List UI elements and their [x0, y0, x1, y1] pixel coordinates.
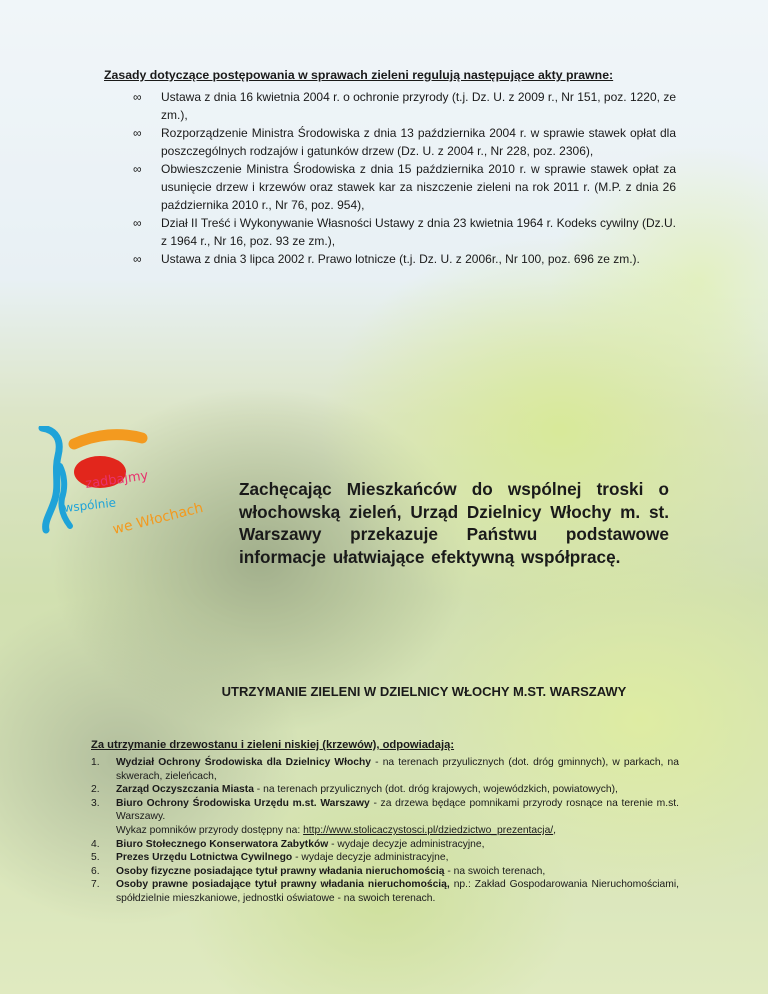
infinity-bullet-icon: ∞: [133, 216, 142, 230]
svg-text:we Włochach: we Włochach: [111, 499, 205, 538]
responsibility-list: [91, 756, 679, 906]
list-item: 2. Zarząd Oczyszczania Miasta - na terenach przyulicznych (dot. dróg krajowych, wojewódzkich, powiatowych),: [91, 784, 618, 796]
laws-list: [133, 88, 676, 268]
list-item: ∞ Ustawa z dnia 3 lipca 2002 r. Prawo lotnicze (t.j. Dz. U. z 2006r., Nr 100, poz. 696 ze zm.).: [133, 252, 640, 266]
list-item: 5. Prezes Urzędu Lotnictwa Cywilnego - wydaje decyzje administracyjne,: [91, 852, 449, 864]
list-item: 4. Biuro Stołecznego Konserwatora Zabytków - wydaje decyzje administracyjne,: [91, 838, 485, 850]
laws-heading: Zasady dotyczące postępowania w sprawach zieleni regulują następujące akty prawne:: [104, 68, 614, 82]
infinity-bullet-icon: ∞: [133, 252, 142, 266]
page-title: UTRZYMANIE ZIELENI W DZIELNICY WŁOCHY M.ST. WARSZAWY: [221, 684, 627, 699]
responsibility-heading: Za utrzymanie drzewostanu i zieleni niskiej (krzewów), odpowiadają:: [91, 739, 455, 751]
list-item: ∞ Ustawa z dnia 16 kwietnia 2004 r. o ochronie przyrody (t.j. Dz. U. z 2009 r., Nr 151, poz. 1220, ze zm.),: [133, 90, 676, 122]
infinity-bullet-icon: ∞: [133, 126, 142, 140]
list-item: ∞ Rozporządzenie Ministra Środowiska z dnia 13 października 2004 r. w sprawie stawek opłat dla poszczególnych rodzajów i gatunków drzew (Dz. U. z 2004 r., Nr 228, poz. 2306),: [133, 126, 676, 158]
list-item: ∞ Dział II Treść i Wykonywanie Własności Ustawy z dnia 23 kwietnia 1964 r. Kodeks cywilny (Dz.U. z 1964 r., Nr 16, poz. 93 ze zm.),: [133, 216, 676, 248]
list-item: 6. Osoby fizyczne posiadające tytuł prawny władania nieruchomością - na swoich terenach,: [91, 865, 546, 877]
list-item: 7. Osoby prawne posiadające tytuł prawny władania nieruchomością, np.: Zakład Gospodarowania Nieruchomościami, spółdzielnie mieszkaniowe, jednostki oświatowe - na swoich terenach.: [91, 879, 679, 904]
slogan-text: Zachęcając Mieszkańców do wspólnej troski o włochowską zieleń, Urząd Dzielnicy Włochy m. st. Warszawy przekazuje Państwu podstawowe informacje ułatwiające efektywną współpracę.: [239, 479, 669, 567]
list-item: ∞ Obwieszczenie Ministra Środowiska z dnia 15 października 2010 r. w sprawie stawek opłat za usunięcie drzew i krzewów oraz stawek kar za niszczenie zieleni na rok 2011 r. (M.P. z dnia 26 października 2010 r., Nr 76, poz. 954),: [133, 162, 676, 212]
infinity-bullet-icon: ∞: [133, 90, 142, 104]
infinity-bullet-icon: ∞: [133, 162, 142, 176]
campaign-logo: [34, 426, 230, 554]
list-item: 3. Biuro Ochrony Środowiska Urzędu m.st. Warszawy - za drzewa będące pomnikami przyrody rosnące na terenie m.st. Warszawy. Wykaz pomników przyrody dostępny na: http://www.stolicaczystosci.pl/dziedzictwo_prezentacja/,: [91, 797, 679, 836]
monuments-link[interactable]: http://www.stolicaczystosci.pl/dziedzictwo_prezentacja/: [303, 824, 554, 836]
svg-text:wspólnie: wspólnie: [62, 495, 117, 515]
list-item: 1. Wydział Ochrony Środowiska dla Dzielnicy Włochy - na terenach przyulicznych (dot. dróg gminnych), w parkach, na skwerach, zieleńcach,: [91, 757, 679, 782]
svg-text:zadbajmy: zadbajmy: [84, 468, 150, 492]
